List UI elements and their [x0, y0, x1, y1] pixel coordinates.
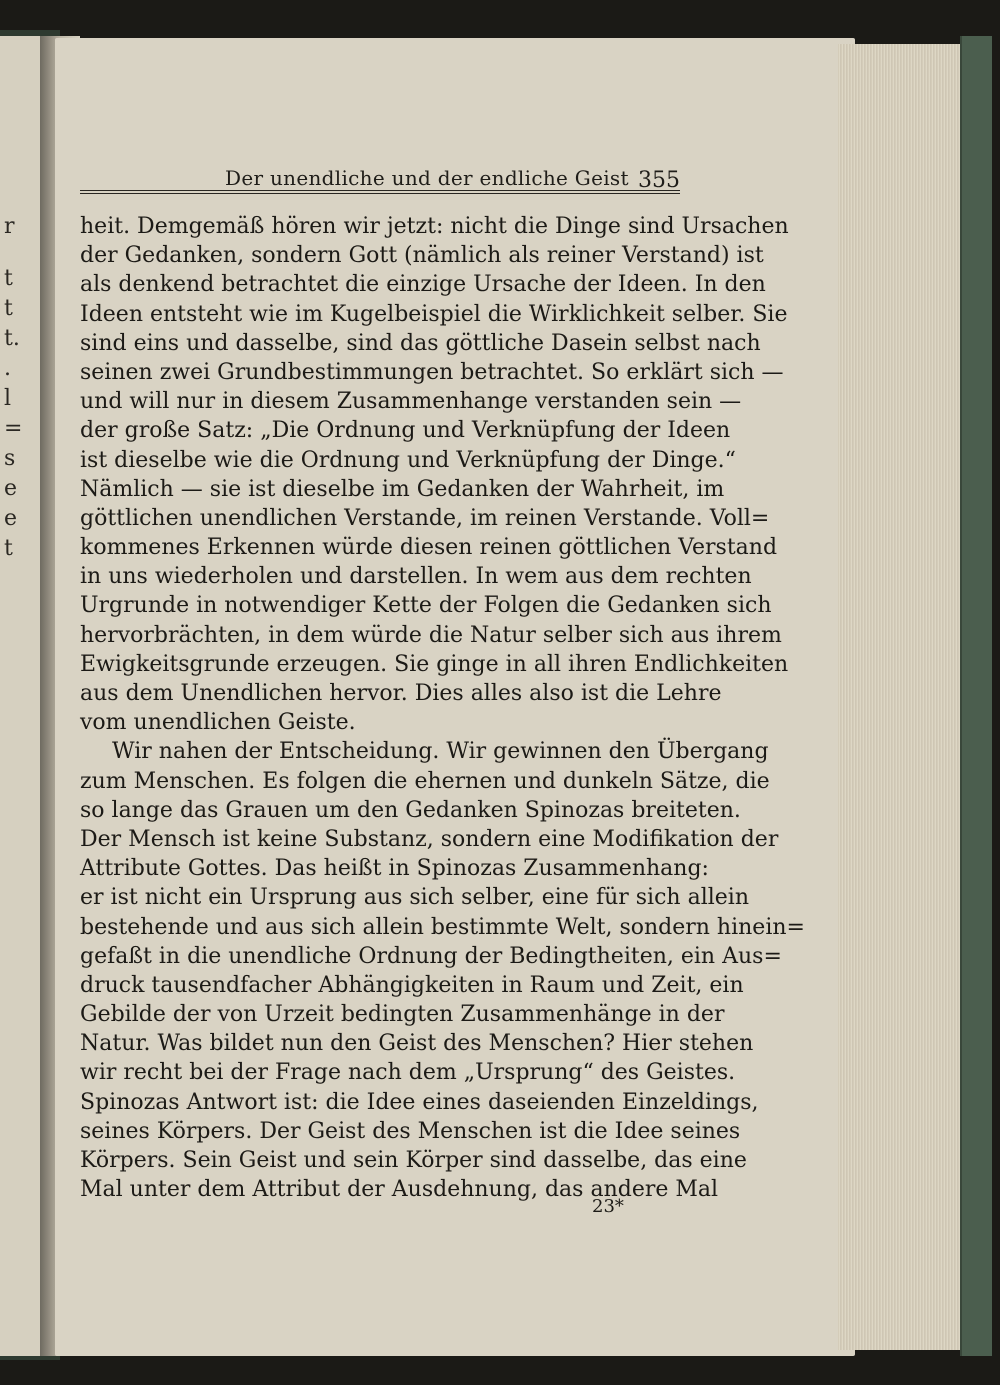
text-line: hervorbrächten, in dem würde die Natur selber sich aus ihrem	[80, 622, 782, 648]
text-line: er ist nicht ein Ursprung aus sich selber, eine für sich allein	[80, 885, 749, 911]
text-line: wir recht bei der Frage nach dem „Ursprung“ des Geistes.	[80, 1060, 736, 1086]
left-page-fragment: .	[4, 356, 11, 381]
left-page-fragment: r	[4, 214, 15, 239]
left-page-fragment: t	[4, 296, 13, 321]
header-rule	[80, 190, 680, 194]
page-number: 355	[638, 168, 680, 193]
page-header	[80, 160, 680, 200]
left-page-fragment: t.	[4, 326, 20, 351]
text-line: seines Körpers. Der Geist des Menschen ist die Idee seines	[80, 1118, 741, 1144]
text-line: vom unendlichen Geiste.	[80, 710, 356, 736]
text-line: Gebilde der von Urzeit bedingten Zusammenhänge in der	[80, 1002, 725, 1028]
text-line: Wir nahen der Entscheidung. Wir gewinnen den Übergang	[112, 739, 769, 765]
left-page-fragment: s	[4, 446, 16, 471]
text-line: als denkend betrachtet die einzige Ursache der Ideen. In den	[80, 272, 766, 298]
text-line: kommenes Erkennen würde diesen reinen göttlichen Verstand	[80, 535, 778, 561]
left-page-edge	[0, 36, 43, 1356]
text-line: Mal unter dem Attribut der Ausdehnung, das andere Mal	[80, 1177, 719, 1203]
text-line: zum Menschen. Es folgen die ehernen und dunkeln Sätze, die	[80, 768, 770, 794]
text-line: göttlichen unendlichen Verstande, im reinen Verstande. Voll=	[80, 505, 770, 531]
text-line: gefaßt in die unendliche Ordnung der Bedingtheiten, ein Aus=	[80, 943, 782, 969]
text-line: der große Satz: „Die Ordnung und Verknüpfung der Ideen	[80, 418, 731, 444]
text-line: in uns wiederholen und darstellen. In wem aus dem rechten	[80, 564, 752, 590]
text-line: so lange das Grauen um den Gedanken Spinozas breiteten.	[80, 797, 741, 823]
text-line: Ewigkeitsgrunde erzeugen. Sie ginge in all ihren Endlichkeiten	[80, 651, 789, 677]
text-line: Der Mensch ist keine Substanz, sondern eine Modifikation der	[80, 826, 779, 852]
text-line: der Gedanken, sondern Gott (nämlich als reiner Verstand) ist	[80, 243, 764, 269]
page-block-edges	[838, 44, 968, 1350]
text-line: Ideen entsteht wie im Kugelbeispiel die Wirklichkeit selber. Sie	[80, 301, 788, 327]
text-line: sind eins und dasselbe, sind das göttliche Dasein selbst nach	[80, 330, 761, 356]
text-line: Urgrunde in notwendiger Kette der Folgen die Gedanken sich	[80, 593, 772, 619]
book-cover-right	[960, 36, 992, 1356]
text-line: aus dem Unendlichen hervor. Dies alles also ist die Lehre	[80, 681, 722, 706]
left-page-fragment: e	[4, 506, 18, 531]
text-line: druck tausendfacher Abhängigkeiten in Raum und Zeit, ein	[80, 972, 744, 998]
left-page-fragment: e	[4, 476, 18, 501]
text-line: bestehende und aus sich allein bestimmte Welt, sondern hinein=	[80, 914, 805, 940]
left-page-fragment: t	[4, 266, 13, 291]
left-page-fragment: l	[4, 386, 12, 411]
text-line: Natur. Was bildet nun den Geist des Menschen? Hier stehen	[80, 1031, 754, 1057]
left-page-fragment: =	[4, 416, 23, 441]
text-line: Attribute Gottes. Das heißt in Spinozas Zusammenhang:	[80, 856, 709, 882]
running-head: Der unendliche und der endliche Geist	[225, 166, 629, 190]
text-line: ist dieselbe wie die Ordnung und Verknüpfung der Dinge.“	[80, 447, 736, 473]
body-text	[80, 212, 805, 1204]
text-line: heit. Demgemäß hören wir jetzt: nicht die Dinge sind Ursachen	[80, 214, 789, 239]
signature-mark: 23*	[592, 1196, 624, 1217]
text-line: Körpers. Sein Geist und sein Körper sind dasselbe, das eine	[80, 1148, 747, 1173]
left-page-fragment: t	[4, 536, 13, 561]
text-line: Spinozas Antwort ist: die Idee eines daseienden Einzeldings,	[80, 1089, 759, 1115]
text-line: Nämlich — sie ist dieselbe im Gedanken der Wahrheit, im	[80, 476, 725, 502]
text-line: und will nur in diesem Zusammenhange verstanden sein —	[80, 389, 742, 415]
text-line: seinen zwei Grundbestimmungen betrachtet. So erklärt sich —	[80, 359, 784, 385]
